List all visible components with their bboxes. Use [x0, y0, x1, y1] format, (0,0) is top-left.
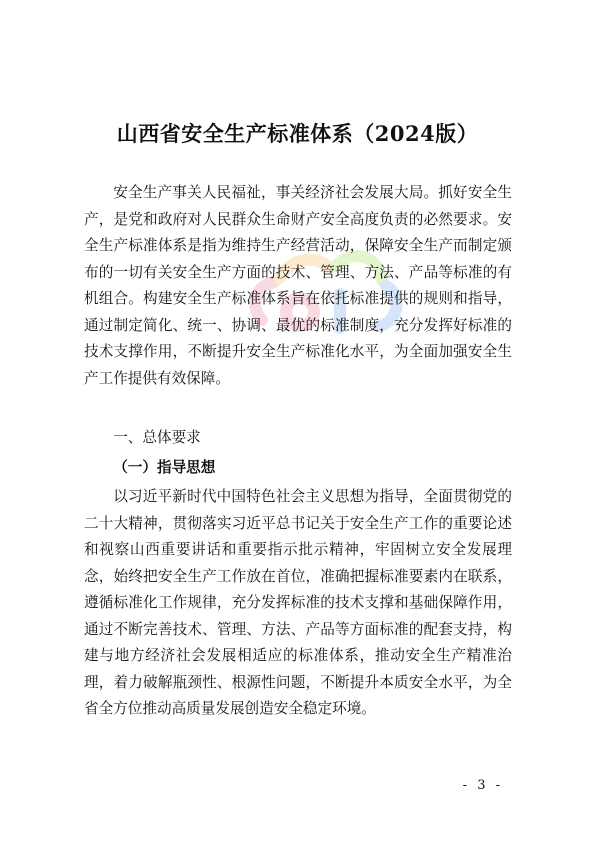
intro-section: [84, 180, 512, 392]
section-heading: 一、总体要求: [113, 429, 201, 446]
guiding-paragraph: 以习近平新时代中国特色社会主义思想为指导，全面贯彻党的二十大精神，贯彻落实习近平总书记关于安全生产工作的重要论述和视察山西重要讲话和重要指示批示精神，牢固树立安全发展理念，始终把安全生产工作放在首位，准确把握标准要素内在联系，遵循标准化工作规律，充分发挥标准的技术支撑和基础保障作用，通过不断完善技术、管理、方法、产品等方面标准的配套支持，构建与地方经济社会发展相适应的标准体系，推动安全生产精准治理，着力破解瓶颈性、根源性问题，不断提升本质安全水平，为全省全方位推动高质量发展创造安全稳定环境。: [84, 488, 512, 717]
page-number: - 3 -: [462, 778, 503, 793]
document-title: 山西省安全生产标准体系（2024版）: [116, 121, 479, 146]
subsection-heading: （一）指导思想: [113, 459, 216, 476]
guiding-section: [84, 484, 512, 723]
intro-paragraph: 安全生产事关人民福祉，事关经济社会发展大局。抓好安全生产，是党和政府对人民群众生命财产安全高度负责的必然要求。安全生产标准体系是指为维持生产经营活动，保障安全生产而制定颁布的一切有关安全生产方面的技术、管理、方法、产品等标准的有机组合。构建安全生产标准体系旨在依托标准提供的规则和指导，通过制定简化、统一、协调、最优的标准制度，充分发挥好标准的技术支撑作用，不断提升安全生产标准化水平，为全面加强安全生产工作提供有效保障。: [84, 184, 512, 387]
